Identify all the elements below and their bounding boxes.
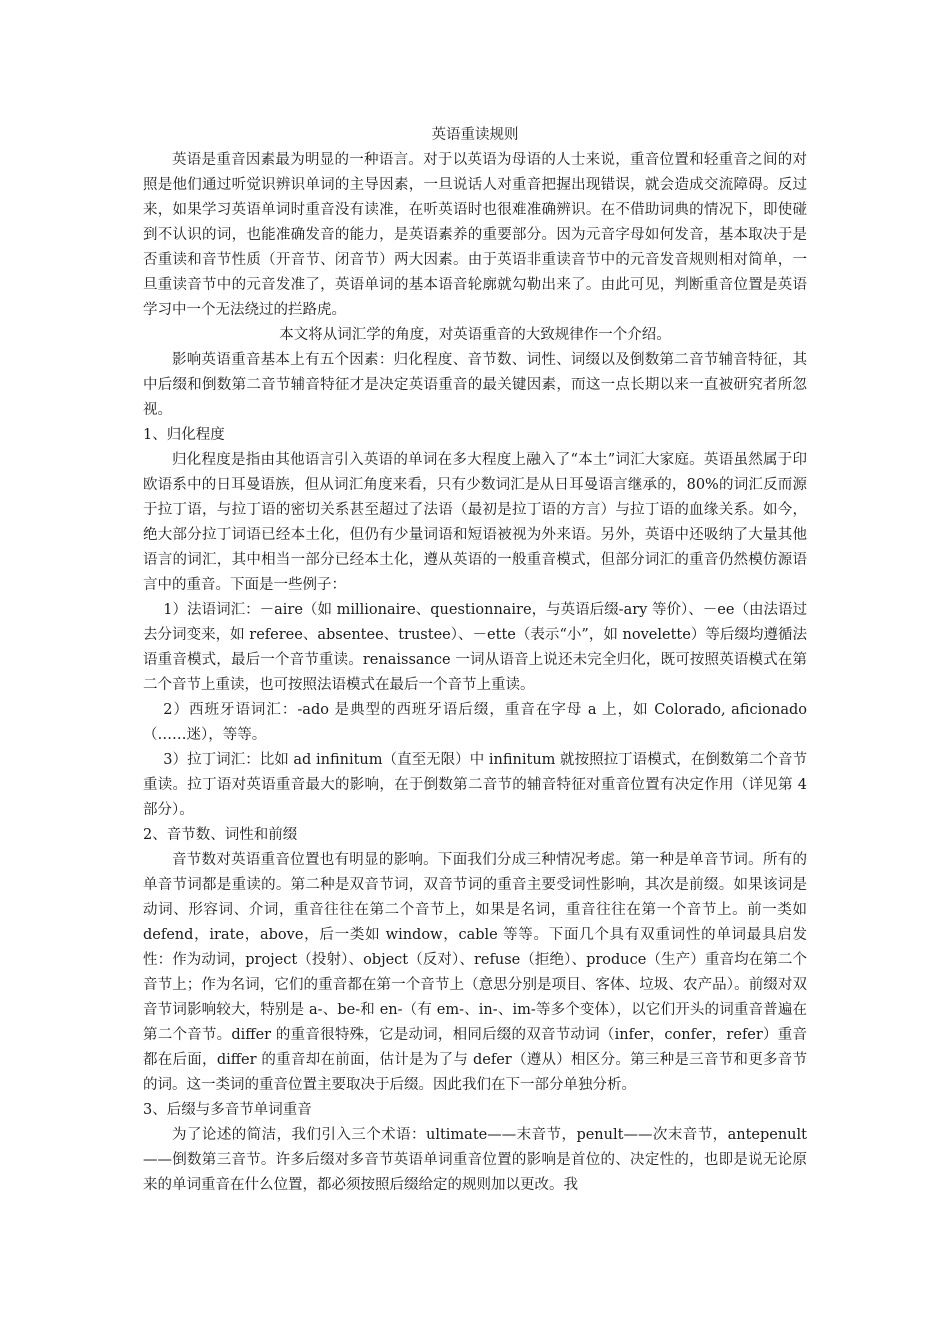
document-title: 英语重读规则 bbox=[431, 127, 519, 143]
section-1-paragraph-4: 3）拉丁词汇：比如 ad infinitum（直至无限）中 infinitum 就按照拉丁语模式，在倒数第二个音节重读。拉丁语对英语重音最大的影响，在于倒数第二音节的辅音特征对重音位置有决定作用（详见第 4 部分）。 bbox=[143, 752, 807, 818]
section-1-paragraph-3: 2）西班牙语词汇：-ado 是典型的西班牙语后缀，重音在字母 a 上，如 Colorado, aficionado（……迷），等等。 bbox=[143, 702, 807, 743]
intro-paragraph-2: 本文将从词汇学的角度，对英语重音的大致规律作一个介绍。 bbox=[279, 327, 671, 343]
section-1-paragraph-1: 归化程度是指由其他语言引入英语的单词在多大程度上融入了“本土”词汇大家庭。英语虽然属于印欧语系中的日耳曼语族，但从词汇角度来看，只有少数词汇是从日耳曼语言继承的，80%的词汇反而源于拉丁语，与拉丁语的密切关系甚至超过了法语（最初是拉丁语的方言）与拉丁语的血缘关系。如今，绝大部分拉丁词语已经本土化，但仍有少量词语和短语被视为外来语。另外，英语中还吸纳了大量其他语言的词汇，其中相当一部分已经本土化，遵从英语的一般重音模式，但部分词汇的重音仍然模仿源语言中的重音。下面是一些例子： bbox=[143, 452, 807, 593]
section-1-paragraph-2: 1）法语词汇：－aire（如 millionaire、questionnaire，与英语后缀-ary 等价）、－ee（由法语过去分词变来，如 referee、absentee、trustee）、－ette（表示“小”，如 novelette）等后缀均遵循法语重音模式，最后一个音节重读。renaissance 一词从语音上说还未完全归化，既可按照英语模式在第二个音节上重读，也可按照法语模式在最后一个音节上重读。 bbox=[143, 602, 807, 693]
section-3-paragraph-1: 为了论述的简洁，我们引入三个术语：ultimate——末音节，penult——次末音节，antepenult——倒数第三音节。许多后缀对多音节英语单词重音位置的影响是首位的、决定性的，也即是说无论原来的单词重音在什么位置，都必须按照后缀给定的规则加以更改。我 bbox=[143, 1127, 807, 1193]
section-1-heading: 1、归化程度 bbox=[143, 427, 225, 443]
document-page bbox=[143, 123, 807, 1198]
intro-paragraph-1: 英语是重音因素最为明显的一种语言。对于以英语为母语的人士来说，重音位置和轻重音之间的对照是他们通过听觉识辨识单词的主导因素，一旦说话人对重音把握出现错误，就会造成交流障碍。反过来，如果学习英语单词时重音没有读准，在听英语时也很难准确辨识。在不借助词典的情况下，即使碰到不认识的词，也能准确发音的能力，是英语素养的重要部分。因为元音字母如何发音，基本取决于是否重读和音节性质（开音节、闭音节）两大因素。由于英语非重读音节中的元音发音规则相对简单，一旦重读音节中的元音发准了，英语单词的基本语音轮廓就勾勒出来了。由此可见，判断重音位置是英语学习中一个无法绕过的拦路虎。 bbox=[143, 152, 807, 318]
section-2-paragraph-1: 音节数对英语重音位置也有明显的影响。下面我们分成三种情况考虑。第一种是单音节词。所有的单音节词都是重读的。第二种是双音节词，双音节词的重音主要受词性影响，其次是前缀。如果该词是动词、形容词、介词，重音往往在第二个音节上，如果是名词，重音往往在第一个音节上。前一类如 defend，irate，above，后一类如 window，cable 等等。下面几个具有双重词性的单词最具启发性：作为动词，project（投射）、object（反对）、refuse（拒绝）、produce（生产）重音均在第二个音节上；作为名词，它们的重音都在第一个音节上（意思分别是项目、客体、垃圾、农产品）。前缀对双音节词影响较大，特别是 a-、be-和 en-（有 em-、in-、im-等多个变体），以它们开头的词重音普遍在第二个音节。differ 的重音很特殊，它是动词，相同后缀的双音节动词（infer，confer，refer）重音都在后面，differ 的重音却在前面，估计是为了与 defer（遵从）相区分。第三种是三音节和更多音节的词。这一类词的重音位置主要取决于后缀。因此我们在下一部分单独分析。 bbox=[143, 852, 807, 1093]
section-3-heading: 3、后缀与多音节单词重音 bbox=[143, 1102, 312, 1118]
section-2-heading: 2、音节数、词性和前缀 bbox=[143, 827, 298, 843]
intro-paragraph-3: 影响英语重音基本上有五个因素：归化程度、音节数、词性、词缀以及倒数第二音节辅音特征，其中后缀和倒数第二音节辅音特征才是决定英语重音的最关键因素，而这一点长期以来一直被研究者所忽视。 bbox=[143, 352, 807, 418]
